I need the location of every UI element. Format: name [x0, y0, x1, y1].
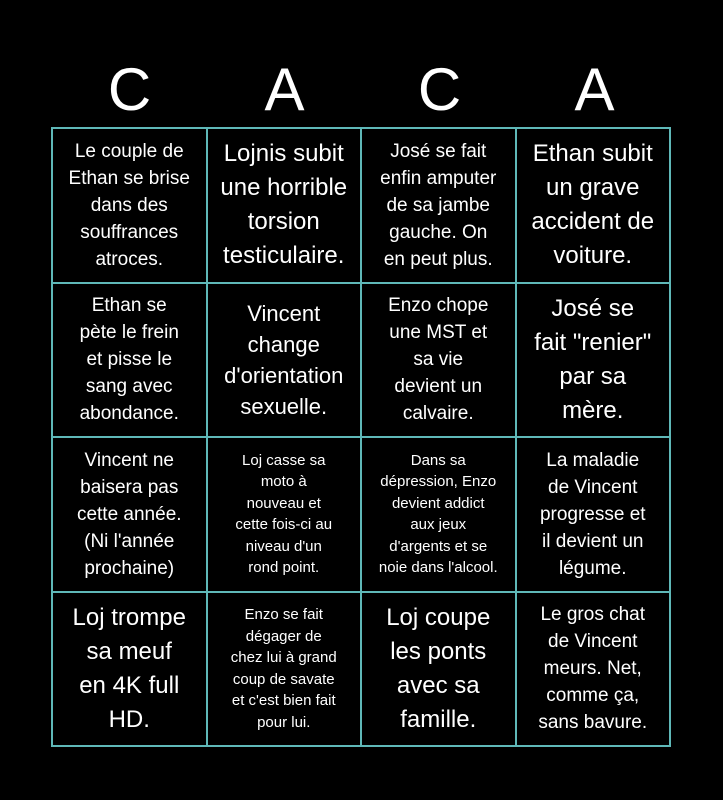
bingo-cell[interactable]: Loj casse sa moto à nouveau et cette fois-ci au niveau d'un rond point. [207, 437, 362, 592]
bingo-cell[interactable]: Ethan subit un grave accident de voiture. [516, 128, 671, 283]
bingo-cell[interactable]: Loj coupe les ponts avec sa famille. [361, 592, 516, 747]
bingo-cell[interactable]: Ethan se pète le frein et pisse le sang avec abondance. [52, 283, 207, 438]
header-letter: A [574, 56, 615, 123]
header-letter: A [264, 56, 305, 123]
bingo-cell[interactable]: Vincent change d'orientation sexuelle. [207, 283, 362, 438]
header-letter: C [107, 56, 152, 123]
bingo-cell[interactable]: La maladie de Vincent progresse et il devient un légume. [516, 437, 671, 592]
bingo-cell[interactable]: Loj trompe sa meuf en 4K full HD. [52, 592, 207, 747]
bingo-grid [51, 127, 671, 747]
bingo-cell[interactable]: Enzo chope une MST et sa vie devient un calvaire. [361, 283, 516, 438]
bingo-cell[interactable]: Dans sa dépression, Enzo devient addict aux jeux d'argents et se noie dans l'alcool. [361, 437, 516, 592]
bingo-cell[interactable]: Lojnis subit une horrible torsion testiculaire. [207, 128, 362, 283]
bingo-cell[interactable]: José se fait enfin amputer de sa jambe gauche. On en peut plus. [361, 128, 516, 283]
bingo-cell[interactable]: Le couple de Ethan se brise dans des souffrances atroces. [52, 128, 207, 283]
bingo-cell[interactable]: Le gros chat de Vincent meurs. Net, comme ça, sans bavure. [516, 592, 671, 747]
bingo-cell[interactable]: Vincent ne baisera pas cette année. (Ni l'année prochaine) [52, 437, 207, 592]
bingo-header [52, 55, 672, 125]
bingo-cell[interactable]: José se fait "renier" par sa mère. [516, 283, 671, 438]
header-letter: C [417, 56, 462, 123]
bingo-cell[interactable]: Enzo se fait dégager de chez lui à grand coup de savate et c'est bien fait pour lui. [207, 592, 362, 747]
